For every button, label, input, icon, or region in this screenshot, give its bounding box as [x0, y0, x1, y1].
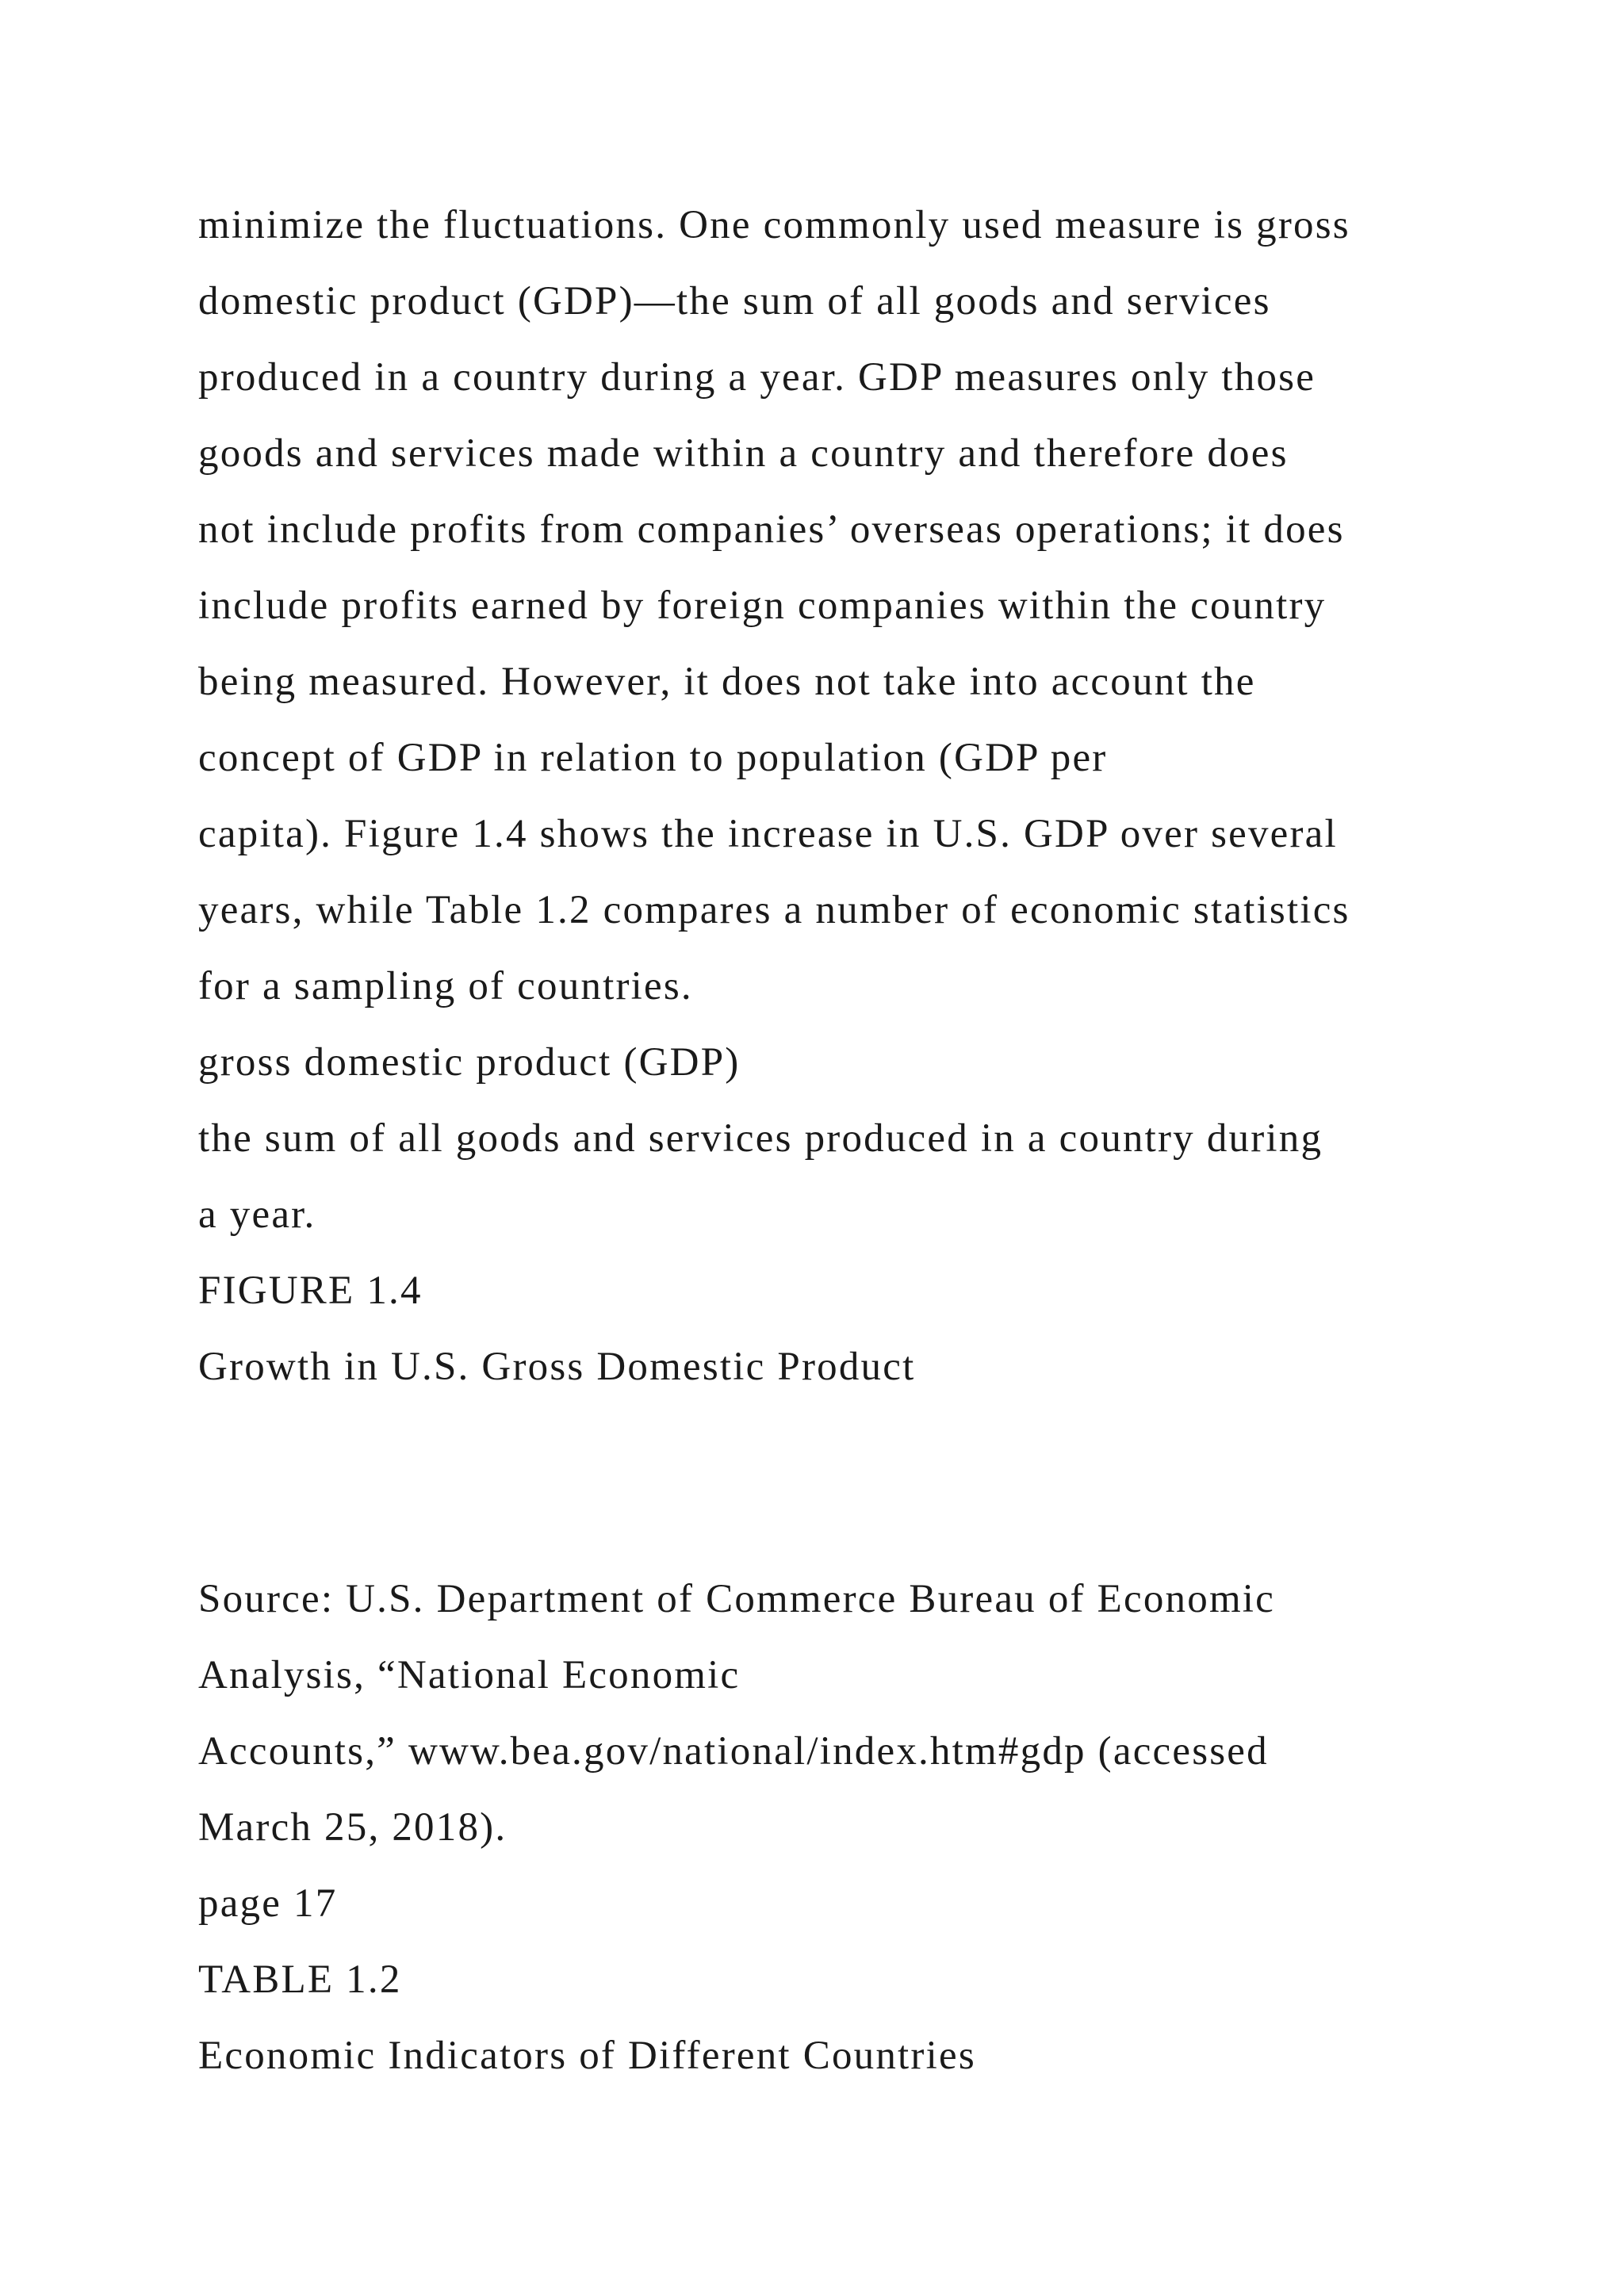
- glossary-definition-line: the sum of all goods and services produced in a country during: [198, 1116, 1323, 1161]
- figure-title: Growth in U.S. Gross Domestic Product: [198, 1345, 916, 1389]
- source-note: [198, 1561, 1507, 1866]
- paragraph-line: concept of GDP in relation to population (GDP per: [198, 736, 1108, 780]
- figure-label: FIGURE 1.4: [198, 1269, 423, 1313]
- glossary-entry: [198, 1024, 1507, 1253]
- paragraph-line: not include profits from companies’ overseas operations; it does: [198, 507, 1345, 552]
- paragraph-line: produced in a country during a year. GDP measures only those: [198, 355, 1316, 400]
- glossary-definition-line: a year.: [198, 1192, 316, 1237]
- table-label: TABLE 1.2: [198, 1957, 402, 2002]
- paragraph-line: years, while Table 1.2 compares a number of economic statistics: [198, 888, 1350, 932]
- glossary-term: gross domestic product (GDP): [198, 1040, 741, 1085]
- paragraph-line: minimize the fluctuations. One commonly used measure is gross: [198, 203, 1350, 247]
- source-line: March 25, 2018).: [198, 1805, 508, 1850]
- paragraph-line: include profits earned by foreign companies within the country: [198, 584, 1327, 628]
- paragraph-line: being measured. However, it does not take into account the: [198, 660, 1256, 704]
- page-number: page 17: [198, 1881, 338, 1926]
- figure-placeholder: [198, 1405, 1507, 1561]
- document-page: [198, 187, 1507, 2094]
- source-line: Accounts,” www.bea.gov/national/index.htm#gdp (accessed: [198, 1729, 1269, 1774]
- paragraph-line: goods and services made within a country and therefore does: [198, 431, 1289, 476]
- figure-caption: [198, 1253, 1507, 1405]
- source-line: Source: U.S. Department of Commerce Bureau of Economic: [198, 1577, 1276, 1621]
- source-line: Analysis, “National Economic: [198, 1653, 741, 1697]
- table-caption: [198, 1942, 1507, 2094]
- table-title: Economic Indicators of Different Countries: [198, 2034, 976, 2078]
- paragraph-line: capita). Figure 1.4 shows the increase in U.S. GDP over several: [198, 812, 1338, 856]
- body-paragraph: [198, 187, 1507, 1024]
- paragraph-line: domestic product (GDP)—the sum of all goods and services: [198, 279, 1271, 323]
- paragraph-line: for a sampling of countries.: [198, 964, 693, 1008]
